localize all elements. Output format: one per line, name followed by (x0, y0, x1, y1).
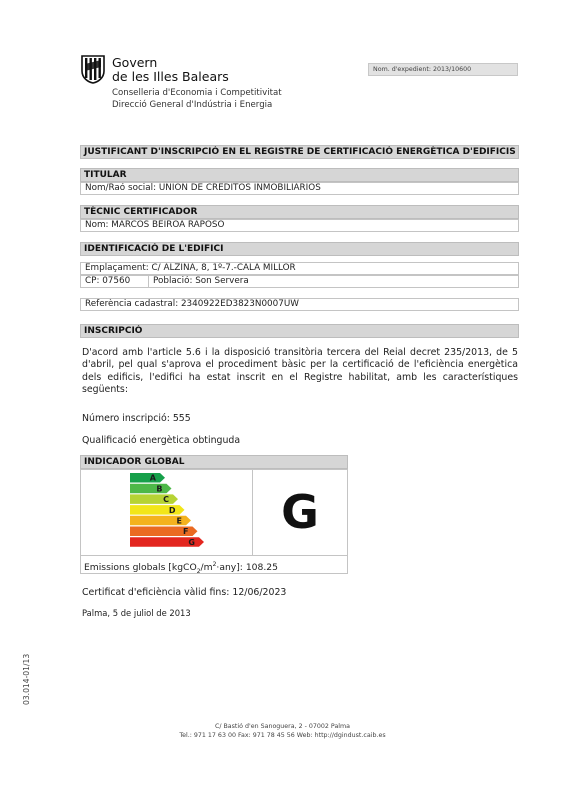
energy-class-c-bar (130, 494, 178, 504)
energy-class-d-label: D (168, 505, 176, 515)
tecnic-heading: TÈCNIC CERTIFICADOR (80, 205, 519, 219)
cell-divider (148, 276, 149, 287)
energy-class-b-bar (130, 484, 172, 494)
energy-label-scale (130, 472, 210, 550)
form-code: 03.014-01/13 (22, 653, 31, 705)
indicator-heading: INDICADOR GLOBAL (80, 455, 348, 469)
inscripcio-paragraph: D'acord amb l'article 5.6 i la disposició transitòria tercera del Reial decret 235/2013, de 5 d'abril, pel qual s'aprova el procediment bàsic per la certificació de l'eficiència energètica dels edificis, l'edifici ha estat inscrit en el Registre habilitat, amb les característiques següents: (82, 347, 518, 396)
validity-date: Certificat d'eficiència vàlid fins: 12/06/2023 (82, 587, 287, 598)
titular-heading: TITULAR (80, 168, 519, 182)
energy-class-d-bar (130, 505, 185, 514)
organization-department: Conselleria d'Economia i Competitivitat Direcció General d'Indústria i Energia (112, 88, 282, 110)
tecnic-name: Nom: MARCOS BEIROA RAPOSO (80, 219, 519, 232)
document-title: JUSTIFICANT D'INSCRIPCIÓ EN EL REGISTRE DE CERTIFICACIÓ ENERGÈTICA D'EDIFICIS (80, 145, 519, 159)
place-date: Palma, 5 de juliol de 2013 (82, 608, 191, 618)
edifici-location-row (80, 275, 519, 288)
energy-rating-letter: G (281, 485, 319, 539)
energy-class-b-label: B (156, 484, 163, 494)
emissions-global: Emissions globals $[kgCO_2/m^2\cdot any]$: 108.25 (84, 561, 278, 575)
edifici-heading: IDENTIFICACIÓ DE L'EDIFICI (80, 242, 519, 256)
edifici-referencia: Referència cadastral: 2340922ED3823N0007UW (80, 298, 519, 311)
edifici-emplacament: Emplaçament: C/ ALZINA, 8, 1º-7.-CALA MILLOR (80, 262, 519, 275)
inscripcio-qualificacio: Qualificació energètica obtinguda (82, 435, 241, 446)
edifici-poblacio: Població: Son Servera (153, 276, 249, 286)
energy-class-a-bar (130, 473, 165, 483)
energy-class-a-label: A (149, 473, 156, 483)
organization-name: Govern de les Illes Balears (112, 55, 229, 84)
edifici-cp: CP: 07560 (85, 276, 131, 286)
footer-address: C/ Bastió d'en Sanoguera, 2 - 07002 Palma Tel.: 971 17 63 00 Fax: 971 78 45 56 Web: http://dgindust.caib.es (179, 723, 386, 739)
energy-class-e-label: E (176, 516, 182, 526)
inscripcio-heading: INSCRIPCIÓ (80, 324, 519, 338)
energy-class-c-label: C (163, 495, 169, 505)
titular-name: Nom/Raó social: UNION DE CREDITOS INMOBILIARIOS (80, 182, 519, 195)
indicator-separator (80, 555, 348, 556)
energy-class-f-label: F (183, 527, 189, 537)
inscripcio-numero: Número inscripció: 555 (82, 413, 191, 424)
energy-class-g-label: G (188, 537, 195, 547)
expedient-number: Nom. d'expedient: 2013/10600 (368, 63, 518, 76)
government-coat-of-arms-icon (80, 54, 106, 84)
